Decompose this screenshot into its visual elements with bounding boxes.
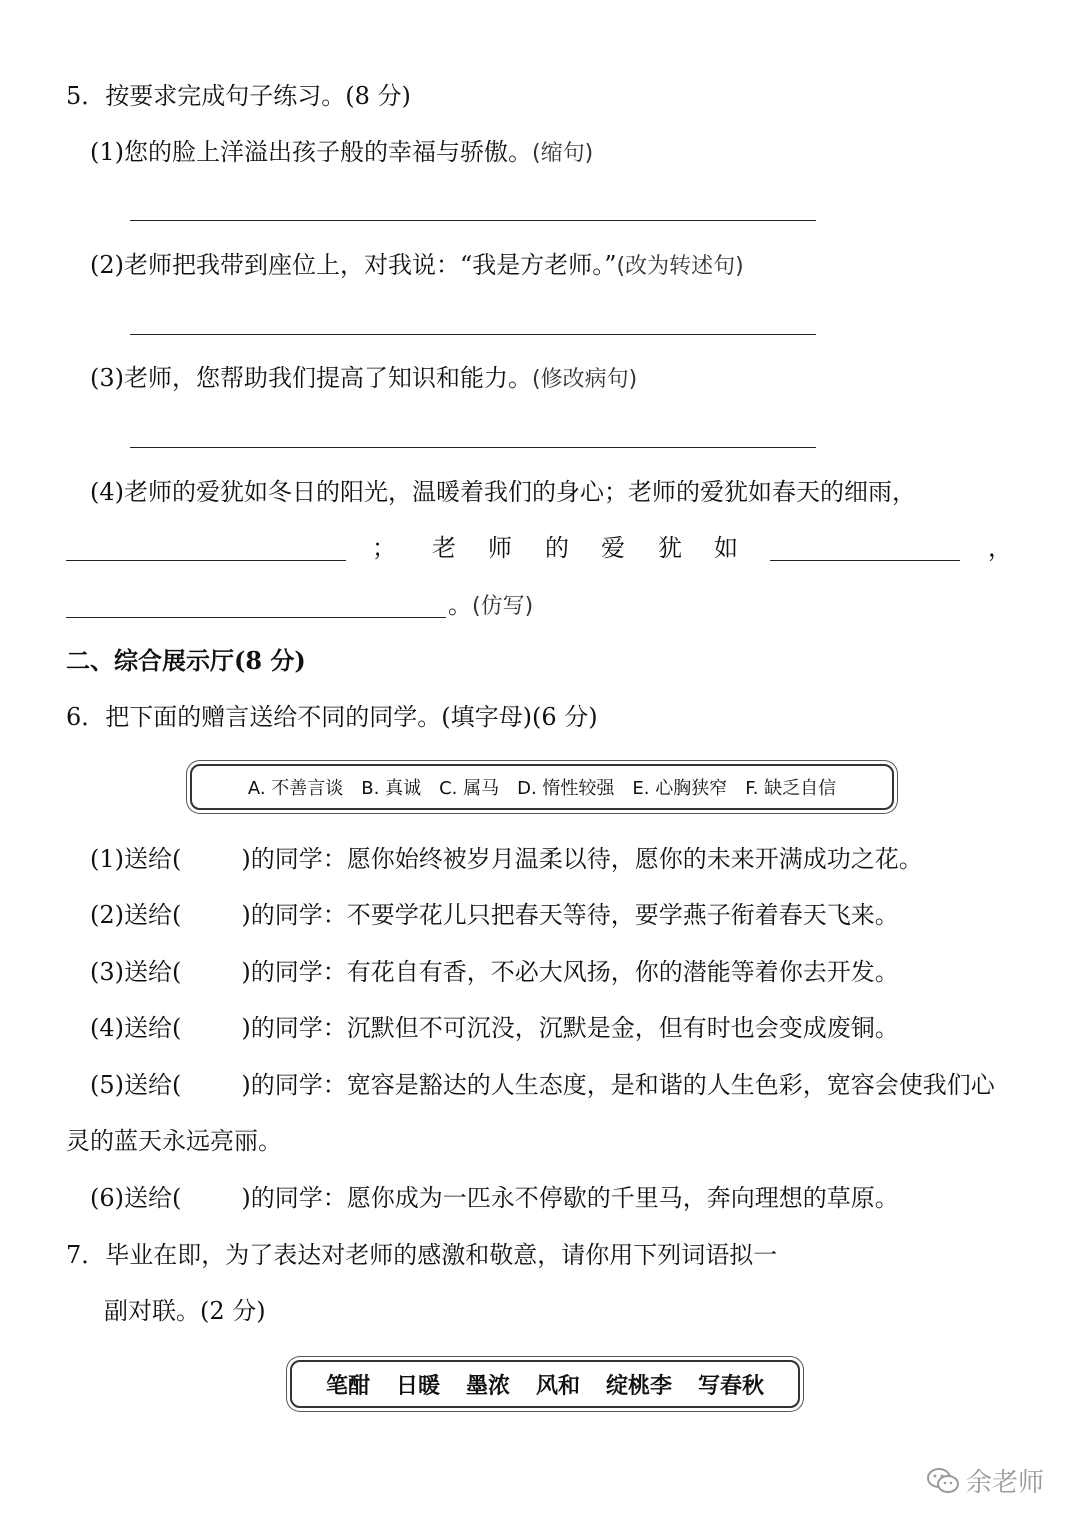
q5-item-2-note: (改为转述句) — [616, 254, 744, 279]
q6-item-2-suffix: )的同学：不要学花儿只把春天等待，要学燕子衔着春天飞来。 — [241, 901, 899, 929]
q7-line-1: 7．毕业在即，为了表达对老师的感激和敬意，请你用下列词语拟一 — [66, 1241, 778, 1269]
q6-item-5-suffix: )的同学：宽容是豁达的人生态度，是和谐的人生色彩，宽容会使我们心 — [241, 1071, 995, 1099]
q5-item-4-char-2: 师 — [488, 534, 512, 562]
q6-item-1-suffix: )的同学：愿你始终被岁月温柔以待，愿你的未来开满成功之花。 — [241, 845, 923, 873]
q5-item-2 — [90, 249, 744, 283]
q5-item-4-char-6: 如 — [714, 534, 738, 562]
q6-item-1-prefix: (1)送给( — [90, 845, 182, 873]
q6-title: 6．把下面的赠言送给不同的同学。(填字母)(6 分) — [66, 703, 598, 731]
q5-item-4-char-4: 爱 — [601, 534, 625, 562]
q6-item-5-prefix: (5)送给( — [90, 1071, 182, 1099]
q7-word-5: 绽桃李 — [606, 1373, 673, 1399]
q5-item-2-text: (2)老师把我带到座位上，对我说：“我是方老师。” — [90, 251, 617, 279]
q6-option-a: A. 不善言谈 — [247, 778, 344, 799]
q6-item-2 — [90, 899, 899, 931]
q5-item-4-blank-2[interactable] — [770, 560, 960, 561]
q6-item-5-continued: 灵的蓝天永远亮丽。 — [66, 1127, 282, 1155]
q6-item-3-prefix: (3)送给( — [90, 958, 182, 986]
watermark-text: 余老师 — [965, 1468, 1044, 1498]
q5-item-4-end — [448, 589, 533, 623]
q6-item-4-prefix: (4)送给( — [90, 1014, 182, 1042]
q6-option-d: D. 惰性较强 — [517, 778, 615, 799]
q6-item-2-prefix: (2)送给( — [90, 901, 182, 929]
q7-line-2: 副对联。(2 分) — [104, 1297, 266, 1325]
q5-item-1-text: (1)您的脸上洋溢出孩子般的幸福与骄傲。 — [90, 138, 532, 166]
q6-item-5 — [90, 1069, 995, 1101]
q6-options-box — [190, 764, 894, 810]
q6-item-3-suffix: )的同学：有花自有香，不必大风扬，你的潜能等着你去开发。 — [241, 958, 899, 986]
q6-option-f: F. 缺乏自信 — [745, 778, 837, 799]
q5-item-4-note: (仿写) — [472, 594, 534, 619]
q6-option-e: E. 心胸狭窄 — [632, 778, 728, 799]
q5-item-4-blank-3[interactable] — [66, 617, 446, 618]
q5-title: 5．按要求完成句子练习。(8 分) — [66, 82, 411, 110]
q5-item-4-char-5: 犹 — [658, 534, 682, 562]
q6-item-3 — [90, 956, 899, 988]
q5-item-3-text: (3)老师，您帮助我们提高了知识和能力。 — [90, 364, 532, 392]
q5-item-1 — [90, 136, 593, 170]
q5-item-4-char-3: 的 — [545, 534, 569, 562]
q5-item-4-blank-1[interactable] — [66, 560, 346, 561]
q5-item-4-semicolon: ； — [372, 534, 396, 562]
q5-item-4-char-1: 老 — [432, 534, 456, 562]
q7-word-1: 笔酣 — [325, 1373, 370, 1399]
q7-word-3: 墨浓 — [465, 1373, 510, 1399]
q5-item-3-note: (修改病句) — [532, 367, 638, 392]
q5-answer-line-3[interactable] — [130, 447, 816, 448]
wechat-icon — [926, 1467, 960, 1495]
q6-option-b: B. 真诚 — [361, 778, 422, 799]
q7-word-4: 风和 — [536, 1373, 581, 1399]
q5-item-1-note: (缩句) — [532, 141, 594, 166]
q5-item-4-period: 。 — [448, 591, 472, 619]
q6-item-4-suffix: )的同学：沉默但不可沉没，沉默是金，但有时也会变成废铜。 — [241, 1014, 899, 1042]
q7-word-6: 写春秋 — [698, 1373, 765, 1399]
q5-item-4-line1: (4)老师的爱犹如冬日的阳光，温暖着我们的身心；老师的爱犹如春天的细雨， — [90, 478, 916, 506]
q5-answer-line-1[interactable] — [130, 220, 816, 221]
q5-item-4-comma: ， — [988, 534, 1012, 562]
q7-words-box — [290, 1360, 800, 1408]
q6-item-6-suffix: )的同学：愿你成为一匹永不停歇的千里马，奔向理想的草原。 — [241, 1184, 899, 1212]
q5-answer-line-2[interactable] — [130, 334, 816, 335]
section-2-title: 二、综合展示厅(8 分) — [66, 646, 306, 675]
q6-item-6 — [90, 1182, 899, 1214]
q6-option-c: C. 属马 — [439, 778, 500, 799]
q7-word-2: 日暖 — [395, 1373, 440, 1399]
q5-item-3 — [90, 362, 637, 396]
watermark — [926, 1462, 1044, 1499]
q6-item-6-prefix: (6)送给( — [90, 1184, 182, 1212]
q6-item-4 — [90, 1012, 899, 1044]
q6-item-1 — [90, 843, 923, 875]
